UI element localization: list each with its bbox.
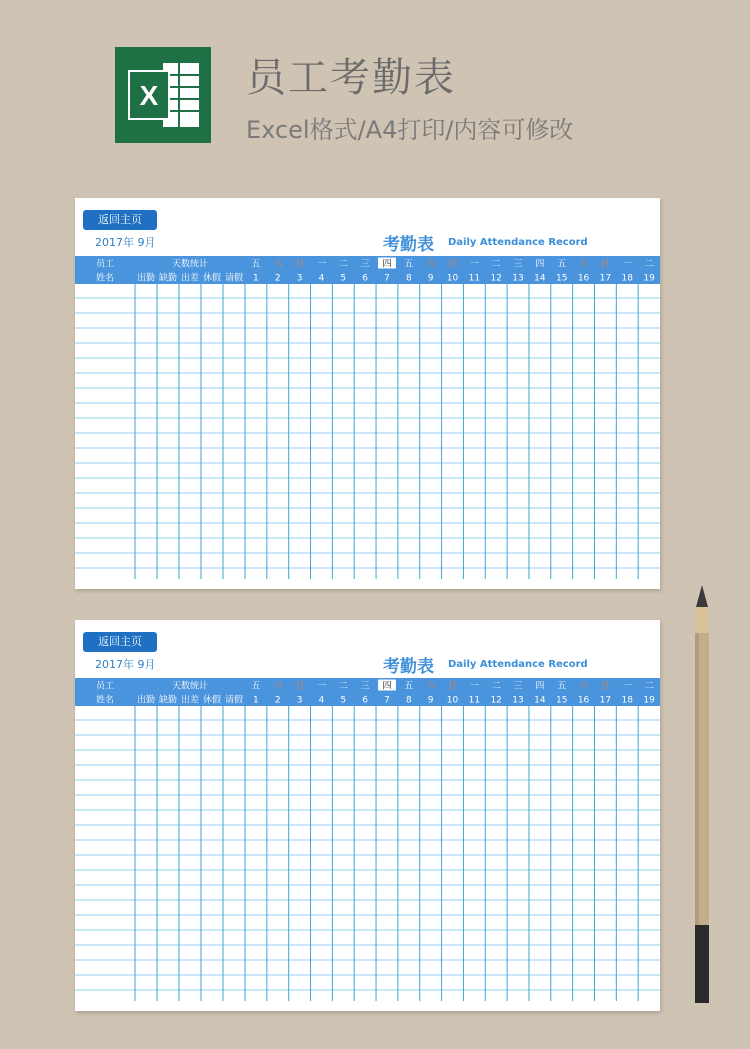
day-number-header: 13 (512, 695, 524, 706)
day-number-header: 18 (621, 273, 633, 284)
stat-column-header: 出差 (180, 695, 200, 706)
day-number-header: 10 (446, 273, 459, 284)
weekday-header: 三 (360, 259, 370, 270)
name-header: 姓名 (95, 695, 115, 706)
day-number-header: 5 (340, 695, 347, 706)
employee-header: 员工 (95, 681, 115, 692)
day-number-header: 3 (296, 273, 303, 284)
day-number-header: 11 (468, 273, 481, 284)
day-number-header: 16 (577, 695, 590, 706)
day-number-header: 8 (405, 695, 412, 706)
day-number-header: 9 (427, 273, 434, 284)
weekday-header: 二 (338, 681, 348, 692)
day-number-header: 2 (274, 695, 281, 706)
weekday-header: 五 (557, 259, 567, 270)
name-header: 姓名 (95, 273, 115, 284)
stats-header: 天数统计 (171, 259, 209, 270)
day-number-header: 7 (384, 695, 390, 706)
weekday-header: 六 (273, 259, 283, 270)
weekday-header: 一 (622, 259, 632, 270)
weekday-header: 日 (600, 259, 610, 270)
date-label: 2017年 9月 (95, 658, 156, 671)
stat-column-header: 请假 (224, 273, 244, 284)
day-number-header: 18 (621, 695, 633, 706)
weekday-header: 一 (622, 681, 632, 692)
day-number-header: 5 (340, 273, 347, 284)
weekday-header: 五 (404, 681, 414, 692)
stat-column-header: 出勤 (136, 273, 156, 284)
day-number-header: 15 (555, 695, 568, 706)
home-button[interactable]: 返回主页 (83, 632, 157, 652)
stats-header: 天数统计 (171, 681, 209, 692)
sheet-title: 考勤表 (383, 235, 434, 255)
weekday-header: 二 (338, 259, 348, 270)
attendance-grid (75, 678, 660, 1001)
day-number-header: 17 (599, 273, 612, 284)
sheet-title: 考勤表 (383, 657, 434, 677)
weekday-header: 四 (382, 681, 392, 692)
day-number-header: 16 (577, 273, 590, 284)
day-number-header: 14 (534, 273, 546, 284)
weekday-header: 五 (557, 681, 567, 692)
day-number-header: 12 (490, 695, 502, 706)
day-number-header: 11 (468, 695, 481, 706)
weekday-header: 三 (360, 681, 370, 692)
weekday-header: 一 (469, 681, 479, 692)
day-number-header: 12 (490, 273, 502, 284)
weekday-header: 六 (426, 259, 436, 270)
pencil-icon (688, 585, 716, 1005)
weekday-header: 一 (316, 259, 326, 270)
weekday-header: 六 (579, 681, 589, 692)
weekday-header: 六 (426, 681, 436, 692)
weekday-header: 日 (447, 259, 458, 270)
weekday-header: 四 (535, 259, 545, 270)
sheet-title-english: Daily Attendance Record (448, 659, 588, 670)
excel-logo-letter: X (139, 80, 159, 111)
day-number-header: 1 (253, 695, 259, 706)
weekday-header: 日 (600, 681, 610, 692)
day-number-header: 14 (534, 695, 546, 706)
weekday-header: 五 (251, 681, 261, 692)
excel-logo-icon (115, 47, 211, 143)
stat-column-header: 缺勤 (158, 273, 178, 284)
stat-column-header: 出勤 (136, 695, 156, 706)
weekday-header: 三 (513, 681, 523, 692)
day-number-header: 6 (362, 695, 368, 706)
day-number-header: 1 (253, 273, 259, 284)
weekday-header: 五 (251, 259, 261, 270)
day-number-header: 10 (446, 695, 459, 706)
home-button[interactable]: 返回主页 (83, 210, 157, 230)
weekday-header: 二 (491, 681, 501, 692)
weekday-header: 二 (491, 259, 501, 270)
weekday-header: 三 (513, 259, 523, 270)
weekday-header: 二 (644, 681, 654, 692)
stat-column-header: 缺勤 (158, 695, 178, 706)
day-number-header: 2 (274, 273, 281, 284)
employee-header: 员工 (95, 259, 115, 270)
day-number-header: 6 (362, 273, 368, 284)
weekday-header: 日 (447, 681, 458, 692)
weekday-header: 四 (535, 681, 545, 692)
weekday-header: 四 (382, 259, 392, 270)
day-number-header: 15 (555, 273, 568, 284)
stat-column-header: 出差 (180, 273, 200, 284)
attendance-sheet-preview (75, 198, 660, 589)
weekday-header: 日 (295, 681, 305, 692)
day-number-header: 4 (318, 273, 325, 284)
stat-column-header: 休假 (202, 273, 222, 284)
attendance-grid (75, 256, 660, 579)
day-number-header: 9 (427, 695, 434, 706)
page-title: 员工考勤表 (246, 55, 456, 101)
weekday-header: 一 (469, 259, 479, 270)
day-number-header: 19 (643, 273, 655, 284)
weekday-header: 六 (579, 259, 589, 270)
sheet-title-english: Daily Attendance Record (448, 237, 588, 248)
weekday-header: 五 (404, 259, 414, 270)
day-number-header: 8 (405, 273, 412, 284)
attendance-sheet-preview (75, 620, 660, 1011)
stat-column-header: 请假 (224, 695, 244, 706)
stat-column-header: 休假 (202, 695, 222, 706)
page-subtitle: Excel格式/A4打印/内容可修改 (246, 116, 574, 144)
weekday-header: 六 (273, 681, 283, 692)
weekday-header: 二 (644, 259, 654, 270)
day-number-header: 17 (599, 695, 612, 706)
weekday-header: 一 (316, 681, 326, 692)
day-number-header: 3 (296, 695, 303, 706)
day-number-header: 19 (643, 695, 655, 706)
day-number-header: 13 (512, 273, 524, 284)
weekday-header: 日 (295, 259, 305, 270)
date-label: 2017年 9月 (95, 236, 156, 249)
day-number-header: 4 (318, 695, 325, 706)
day-number-header: 7 (384, 273, 390, 284)
